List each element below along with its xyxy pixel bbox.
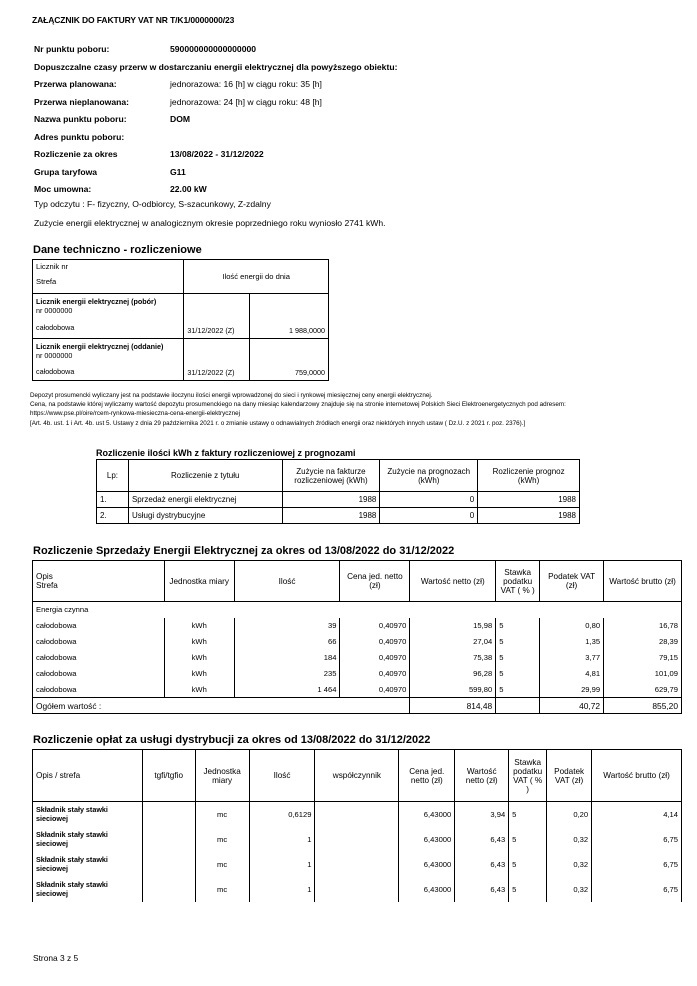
sprzedaz-table [32, 560, 682, 714]
dystr-h-tgfi: tgfi/tgfio [142, 750, 195, 802]
typ-odczytu: Typ odczytu : F- fizyczny, O-odbiorcy, S-szacunkowy, Z-zdalny [34, 199, 271, 209]
moc-label: Moc umowna: [34, 184, 92, 194]
sprzedaz-total-vat: 40,72 [540, 698, 604, 714]
table-row: 1. Sprzedaż energii elektrycznej 1988 0 1988 [97, 492, 580, 508]
nr-punktu-value: 590000000000000000 [170, 44, 257, 54]
grupa-value: G11 [170, 166, 186, 177]
document-header: ZAŁĄCZNIK DO FAKTURY VAT NR T/K1/0000000/23 [32, 15, 235, 25]
prognozy-table [96, 459, 580, 524]
sprzedaz-h-opis: Opis [36, 572, 53, 581]
dystr-h-netto: Wartość netto (zł) [455, 750, 509, 802]
dopuszczalne-label: Dopuszczalne czasy przerw w dostarczaniu energii elektrycznej dla powyższego obiektu: [34, 61, 398, 72]
nazwa-label: Nazwa punktu poboru: [34, 114, 127, 124]
prognozy-h-prognozy: Zużycie na prognozach (kWh) [380, 460, 478, 492]
sprzedaz-h-stawka: Stawka podatku VAT ( % ) [496, 561, 540, 602]
table-row: całodobowa kWh 1 464 0,40970 599,80 5 29,99 629,79 [33, 682, 682, 698]
table-row: Składnik stały stawki sieciowej mc 1 6,43000 6,43 5 0,32 6,75 [33, 852, 682, 877]
sprzedaz-total-netto: 814,48 [410, 698, 496, 714]
rozliczenie-label: Rozliczenie za okres [34, 149, 118, 159]
sprzedaz-total-brutto: 855,20 [604, 698, 682, 714]
sprzedaz-h-netto: Wartość netto (zł) [410, 561, 496, 602]
sprzedaz-h-cena: Cena jed. netto (zł) [340, 561, 410, 602]
sprzedaz-h-strefa: Strefa [36, 581, 58, 590]
adres-label: Adres punktu poboru: [34, 131, 125, 142]
prognozy-h-lp: Lp: [97, 460, 129, 492]
table-row: całodobowa kWh 39 0,40970 15,98 5 0,80 16,78 [33, 618, 682, 634]
dystr-h-ilosc: Ilość [249, 750, 315, 802]
depozyt-line1: Depozyt prosumencki wyliczany jest na podstawie iloczynu ilości energii wprowadzonej do sieci i rynkowej miesięcznej ceny energii elektrycznej. [30, 392, 433, 399]
nr-punktu-label: Nr punktu poboru: [34, 44, 110, 54]
dane-title: Dane techniczno - rozliczeniowe [33, 244, 202, 256]
sprzedaz-section: Energia czynna [33, 602, 682, 618]
nazwa-value: DOM [170, 114, 191, 124]
przerwa-plan-label: Przerwa planowana: [34, 79, 117, 89]
depozyt-url[interactable]: https://www.pse.pl/oire/rcem-rynkowa-miesieczna-cena-energii-elektrycznej [30, 410, 240, 418]
dystr-h-jedn: Jednostka miary [195, 750, 249, 802]
rozliczenie-value: 13/08/2022 - 31/12/2022 [170, 149, 264, 159]
licznik-nr-label: Licznik nr [36, 262, 69, 271]
sprzedaz-title: Rozliczenie Sprzedaży Energii Elektrycznej za okres od 13/08/2022 do 31/12/2022 [33, 545, 455, 557]
pobor-value: 1 988,0000 [250, 294, 329, 339]
table-row: Składnik stały stawki sieciowej mc 1 6,43000 6,43 5 0,32 6,75 [33, 827, 682, 852]
prognozy-h-rozliczenie: Rozliczenie prognoz (kWh) [478, 460, 580, 492]
zuzycie-note: Zużycie energii elektrycznej w analogicznym okresie poprzedniego roku wyniosło 2741 kWh. [34, 218, 386, 228]
sprzedaz-total-row [33, 698, 682, 714]
sprzedaz-h-jedn: Jednostka miary [164, 561, 234, 602]
strefa-label: Strefa [36, 277, 57, 286]
sprzedaz-total-label: Ogółem wartość : [33, 698, 410, 714]
dystr-h-wsp: współczynnik [315, 750, 399, 802]
oddane-title: Licznik energii elektrycznej (oddanie) [36, 342, 164, 351]
grupa-label: Grupa taryfowa [34, 166, 98, 177]
info-section [34, 44, 634, 236]
sprzedaz-h-vat: Podatek VAT (zł) [540, 561, 604, 602]
prognozy-h-faktura: Zużycie na fakturze rozliczeniowej (kWh) [282, 460, 380, 492]
dystr-h-vat: Podatek VAT (zł) [547, 750, 592, 802]
dane-table [32, 259, 329, 381]
depozyt-line4: [Art. 4b. ust. 1 i Art. 4b. ust 5. Ustawy z dnia 29 października 2021 r. o zmianie ustawy o odnawialnych źródłach energii oraz niektórych innych ustaw ( Dz.U. z 2021 r. poz. 2376).] [30, 419, 526, 427]
dystr-h-brutto: Wartość brutto (zł) [592, 750, 682, 802]
oddane-value: 759,0000 [250, 339, 329, 381]
pobor-title: Licznik energii elektrycznej (pobór) [36, 297, 157, 306]
dystrybucja-title: Rozliczenie opłat za usługi dystrybucji za okres od 13/08/2022 do 31/12/2022 [33, 734, 431, 746]
dystr-h-cena: Cena jed. netto (zł) [399, 750, 455, 802]
sprzedaz-h-brutto: Wartość brutto (zł) [604, 561, 682, 602]
pobor-date: 31/12/2022 (Z) [184, 294, 250, 339]
pobor-nr: nr 0000000 [36, 306, 73, 315]
page-number: Strona 3 z 5 [33, 953, 79, 963]
table-row: Składnik stały stawki sieciowej mc 1 6,43000 6,43 5 0,32 6,75 [33, 877, 682, 902]
przerwa-nieplan-label: Przerwa nieplanowana: [34, 96, 130, 107]
depozyt-line2: Cena, na podstawie której wyliczamy wartość depozytu prosumenckiego na dany miesiąc kalendarzowy znajduje się na stronie internetowej Polskich Sieci Elektroenergetycznych pod adresem: [30, 401, 566, 409]
prognozy-h-tytul: Rozliczenie z tytułu [128, 460, 282, 492]
prognozy-title: Rozliczenie ilości kWh z faktury rozliczeniowej z prognozami [96, 448, 356, 458]
depozyt-note [30, 391, 690, 428]
dystr-h-stawka: Stawka podatku VAT ( % ) [509, 750, 547, 802]
dystrybucja-table [32, 749, 682, 902]
pobor-zone: całodobowa [36, 323, 75, 332]
table-row: Składnik stały stawki sieciowej mc 0,6129 6,43000 3,94 5 0,20 4,14 [33, 802, 682, 827]
oddane-nr: nr 0000000 [36, 351, 73, 360]
oddane-zone: całodobowa [36, 367, 75, 376]
table-row: 2. Usługi dystrybucyjne 1988 0 1988 [97, 508, 580, 524]
table-row: całodobowa kWh 235 0,40970 96,28 5 4,81 101,09 [33, 666, 682, 682]
sprzedaz-h-ilosc: Ilość [234, 561, 340, 602]
moc-value: 22.00 kW [170, 184, 207, 194]
ilosc-header: Ilość energii do dnia [184, 260, 329, 294]
przerwa-nieplan-value: jednorazowa: 24 [h] w ciągu roku: 48 [h] [170, 96, 322, 107]
table-row: całodobowa kWh 66 0,40970 27,04 5 1,35 28,39 [33, 634, 682, 650]
dystr-h-opis: Opis / strefa [33, 750, 143, 802]
oddane-date: 31/12/2022 (Z) [184, 339, 250, 381]
table-row: całodobowa kWh 184 0,40970 75,38 5 3,77 79,15 [33, 650, 682, 666]
przerwa-plan-value: jednorazowa: 16 [h] w ciągu roku: 35 [h] [170, 79, 322, 89]
